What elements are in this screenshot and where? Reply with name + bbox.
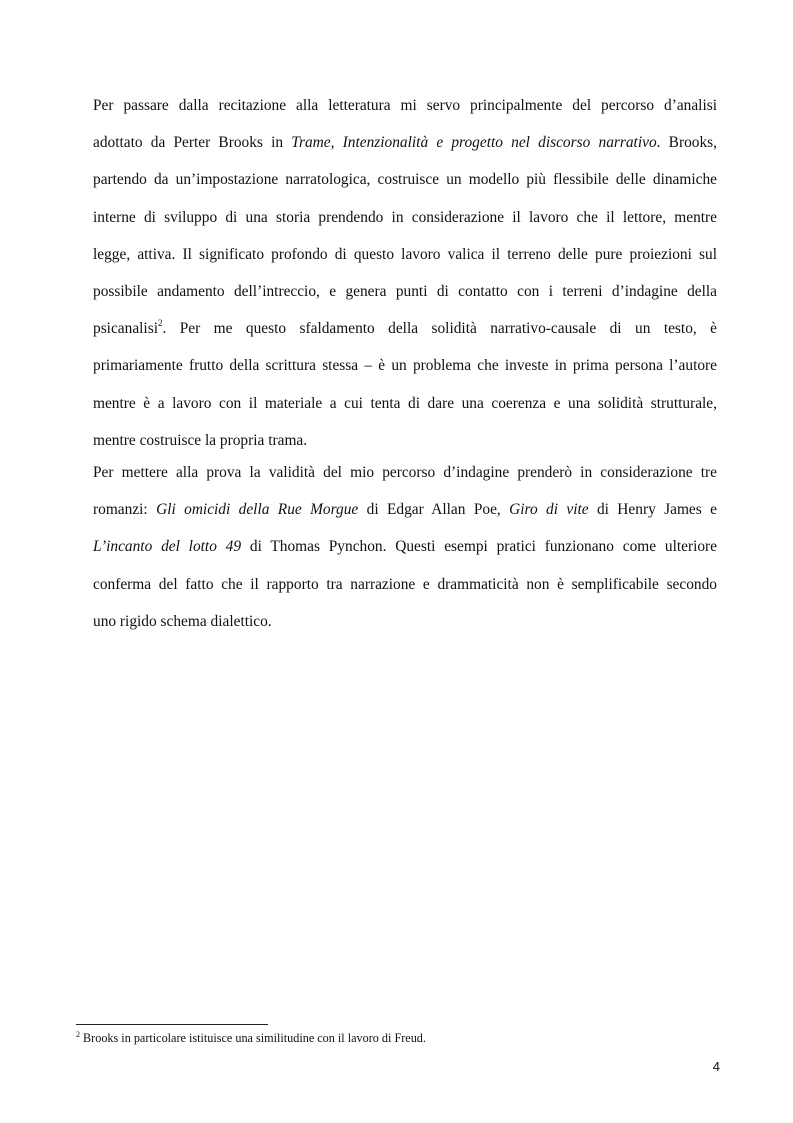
page-number: 4 xyxy=(712,1059,720,1074)
footnote-separator xyxy=(76,1024,268,1025)
text-fragment: psicanalisi xyxy=(93,320,158,338)
text-line xyxy=(93,491,717,528)
text-line: possibile andamento dell’intreccio, e genera punti di contatto con i terreni d’indagine della xyxy=(93,283,717,301)
text-line: partendo da un’impostazione narratologica, costruisce un modello più flessibile delle dinamiche xyxy=(93,171,717,189)
text-fragment: . Per me questo sfaldamento della solidità narrativo-causale di un testo, è xyxy=(162,320,717,338)
text-line: primariamente frutto della scrittura stessa – è un problema che investe in prima persona l’autore xyxy=(93,357,717,375)
book-title: Giro di vite xyxy=(509,501,589,519)
book-title: Gli omicidi della Rue Morgue xyxy=(156,501,359,519)
text-line: mentre è a lavoro con il materiale a cui tenta di dare una coerenza e una solidità strutturale, xyxy=(93,394,717,412)
text-fragment: . Brooks, xyxy=(656,134,717,152)
text-line xyxy=(93,310,717,347)
text-line: interne di sviluppo di una storia prendendo in considerazione il lavoro che il lettore, mentre xyxy=(93,208,717,226)
text-fragment: di Thomas Pynchon. Questi esempi pratici funzionano come ulteriore xyxy=(241,538,718,556)
text-fragment: di Edgar Allan Poe, xyxy=(358,501,510,519)
text-fragment: adottato da Perter Brooks in xyxy=(93,134,292,152)
text-fragment: romanzi: xyxy=(93,501,157,519)
footnote xyxy=(76,1030,716,1046)
text-line: Per passare dalla recitazione alla letteratura mi servo principalmente del percorso d’analisi xyxy=(93,97,717,114)
text-line: Per mettere alla prova la validità del mio percorso d’indagine prenderò in considerazione tre xyxy=(93,464,717,481)
text-line: mentre costruisce la propria trama. xyxy=(93,431,308,449)
footnote-text: Brooks in particolare istituisce una similitudine con il lavoro di Freud. xyxy=(80,1031,426,1045)
footnote-number: 2 xyxy=(76,1030,80,1039)
text-line xyxy=(93,124,717,161)
text-line: uno rigido schema dialettico. xyxy=(93,612,272,630)
body-paragraph-1 xyxy=(93,87,717,459)
text-line: legge, attiva. Il significato profondo di questo lavoro valica il terreno delle pure proiezioni sul xyxy=(93,245,717,263)
body-paragraph-2 xyxy=(93,454,717,640)
text-line: conferma del fatto che il rapporto tra narrazione e drammaticità non è semplificabile secondo xyxy=(93,575,717,593)
text-line xyxy=(93,528,717,565)
text-fragment: di Henry James e xyxy=(588,501,717,519)
book-title: L’incanto del lotto 49 xyxy=(93,538,242,556)
book-title: Trame, Intenzionalità e progetto nel discorso narrativo xyxy=(291,134,657,152)
footnote-reference[interactable]: 2 xyxy=(157,318,163,329)
